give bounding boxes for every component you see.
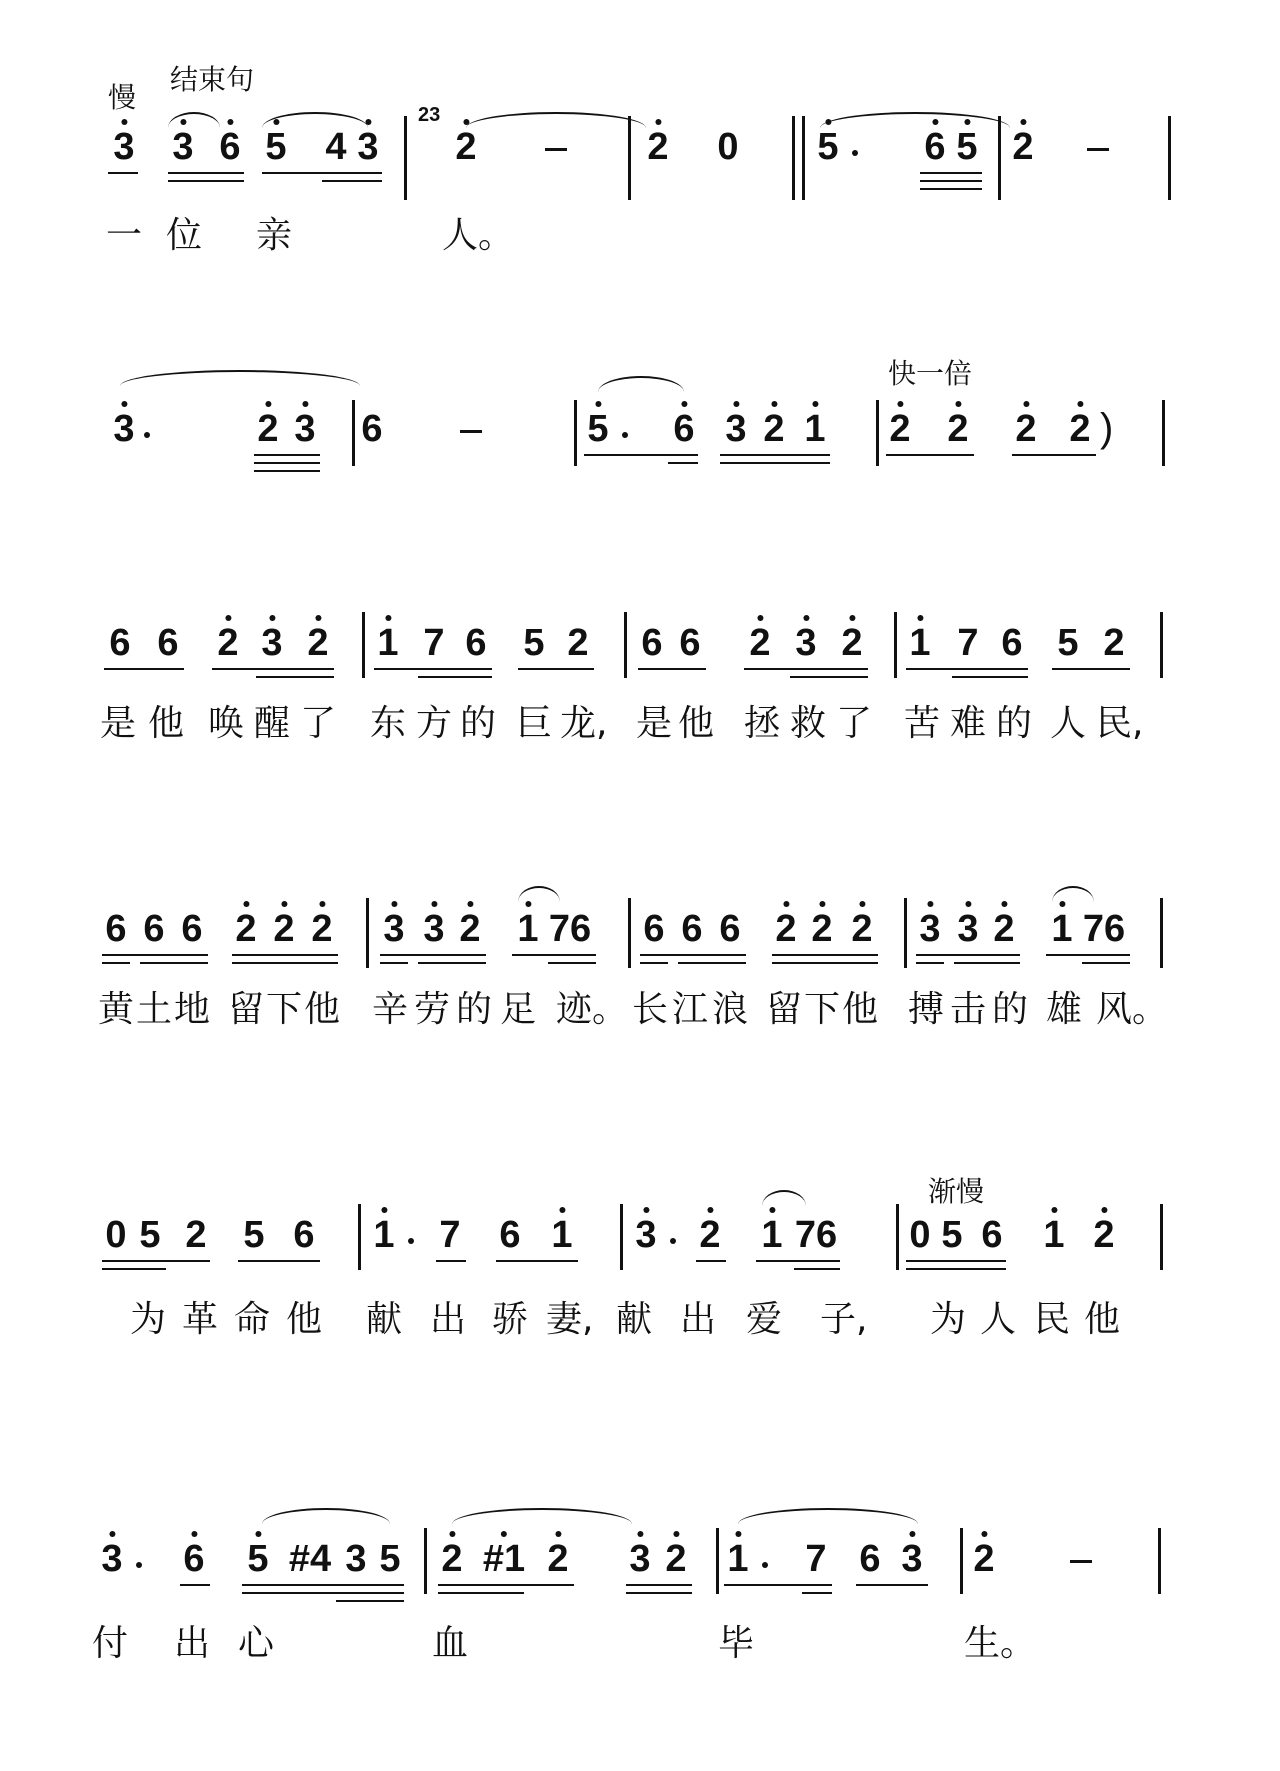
note: 0 — [909, 1214, 931, 1256]
lyric: 民 — [1034, 1299, 1071, 1340]
note: 5 — [265, 128, 286, 166]
note: 7 — [805, 1538, 827, 1580]
lyric: 是 — [636, 703, 673, 744]
note: 76 — [1082, 908, 1126, 950]
slur — [738, 1508, 918, 1524]
lyric: 子, — [820, 1299, 868, 1340]
dash — [1070, 1560, 1092, 1563]
note: 5 — [139, 1214, 161, 1256]
lyric: 的 — [456, 989, 493, 1030]
underline — [548, 962, 596, 964]
note: 2 — [217, 624, 238, 662]
note: 6 — [465, 622, 487, 664]
lyric: 骄 — [492, 1299, 529, 1340]
lyric: 留 — [228, 989, 265, 1030]
barline — [628, 116, 631, 200]
note: 2 — [1103, 622, 1125, 664]
augmentation-dot — [762, 1562, 768, 1568]
lyric: 东 — [370, 703, 407, 744]
lyric: 出 — [430, 1299, 467, 1340]
note: 6 — [924, 128, 945, 166]
note: 2 — [973, 1540, 994, 1578]
underline — [916, 962, 944, 964]
note: 2 — [763, 410, 784, 448]
note: 3 — [113, 128, 134, 166]
underline — [438, 1584, 574, 1586]
barline — [358, 1204, 361, 1270]
augmentation-dot — [136, 1562, 142, 1568]
ending-phrase-label: 结束句 — [170, 63, 255, 96]
underline — [626, 1592, 692, 1594]
note: 3 — [901, 1540, 922, 1578]
lyric: 献 — [366, 1299, 403, 1340]
lyric: 难 — [950, 703, 987, 744]
note: 2 — [1012, 128, 1033, 166]
note: 2 — [455, 128, 476, 166]
note: 1 — [804, 410, 825, 448]
note: 7 — [439, 1214, 461, 1256]
slur — [518, 886, 560, 902]
barline — [362, 612, 365, 678]
note: 7 — [423, 622, 445, 664]
lyric: 他 — [1084, 1299, 1121, 1340]
underline — [104, 668, 184, 670]
note: 3 — [635, 1216, 656, 1254]
note: 6 — [181, 908, 203, 950]
note: 6 — [219, 128, 240, 166]
lyric: 人。 — [442, 215, 515, 256]
lyric: 位 — [166, 215, 203, 256]
underline — [140, 962, 208, 964]
lyric: 命 — [234, 1299, 271, 1340]
note: 6 — [105, 908, 127, 950]
underline — [1052, 668, 1130, 670]
closing-paren: ) — [1100, 406, 1114, 450]
lyric: 迹。 — [556, 989, 629, 1030]
note: 3 — [383, 910, 404, 948]
lyric: 龙, — [560, 703, 608, 744]
note: 5 — [956, 128, 977, 166]
underline — [102, 1260, 210, 1262]
note: 3 — [629, 1540, 650, 1578]
barline — [624, 612, 627, 678]
note: 2 — [947, 410, 968, 448]
underline — [380, 962, 408, 964]
underline — [322, 180, 382, 182]
note: 5 — [1057, 622, 1079, 664]
tempo-double: 快一倍 — [888, 357, 973, 390]
underline — [794, 1268, 840, 1270]
lyric: 了 — [836, 703, 873, 744]
note: 1 — [909, 624, 930, 662]
lyric: 下 — [804, 989, 841, 1030]
augmentation-dot — [852, 150, 858, 156]
note: 7 — [957, 622, 979, 664]
barline — [1162, 400, 1165, 466]
underline — [374, 668, 492, 670]
note: 2 — [441, 1540, 462, 1578]
note: 6 — [361, 408, 383, 450]
underline — [254, 454, 320, 456]
underline — [232, 962, 338, 964]
note: 6 — [681, 908, 703, 950]
barline — [424, 1528, 427, 1594]
lyric: 黄 — [98, 989, 135, 1030]
note: 2 — [993, 910, 1014, 948]
underline — [238, 1260, 320, 1262]
lyric: 醒 — [254, 703, 291, 744]
lyric: 献 — [616, 1299, 653, 1340]
underline — [920, 180, 982, 182]
augmentation-dot — [408, 1238, 414, 1244]
slur — [452, 1508, 632, 1524]
note: 1 — [1051, 910, 1072, 948]
underline — [102, 1268, 166, 1270]
augmentation-dot — [670, 1238, 676, 1244]
underline — [254, 462, 320, 464]
barline — [876, 400, 879, 466]
underline — [756, 1260, 840, 1262]
grace-note: 23 — [418, 104, 441, 126]
note: 3 — [795, 624, 816, 662]
note: #1 — [483, 1540, 525, 1578]
note: 2 — [311, 910, 332, 948]
barline — [366, 898, 369, 968]
note: 2 — [235, 910, 256, 948]
note: 3 — [261, 624, 282, 662]
underline — [640, 954, 746, 956]
note: #4 — [288, 1538, 332, 1580]
lyric: 血 — [432, 1623, 469, 1664]
note: 3 — [357, 128, 378, 166]
underline — [790, 676, 868, 678]
barline — [1168, 116, 1171, 200]
underline — [180, 1584, 210, 1586]
barline — [1158, 1528, 1161, 1594]
note: 2 — [889, 410, 910, 448]
note: 2 — [307, 624, 328, 662]
barline — [1160, 898, 1163, 968]
underline — [906, 1260, 1006, 1262]
note: 2 — [273, 910, 294, 948]
underline — [724, 1584, 832, 1586]
note: 6 — [293, 1214, 315, 1256]
underline — [744, 668, 868, 670]
note: 1 — [377, 624, 398, 662]
lyric: 爱 — [746, 1299, 783, 1340]
underline — [1082, 962, 1130, 964]
lyric: 方 — [416, 703, 453, 744]
note: 6 — [859, 1538, 881, 1580]
underline — [886, 454, 974, 456]
lyric: 江 — [672, 989, 709, 1030]
underline — [772, 962, 878, 964]
note: 6 — [981, 1214, 1003, 1256]
note: 1 — [373, 1216, 394, 1254]
underline — [168, 180, 244, 182]
lyric: 足 — [500, 989, 537, 1030]
underline — [254, 470, 320, 472]
lyric: 雄 — [1046, 989, 1083, 1030]
underline — [438, 1592, 524, 1594]
lyric: 人 — [980, 1299, 1017, 1340]
lyric: 苦 — [904, 703, 941, 744]
lyric: 风。 — [1096, 989, 1169, 1030]
underline — [772, 954, 878, 956]
barline — [998, 116, 1001, 200]
note: 2 — [841, 624, 862, 662]
lyric: 了 — [300, 703, 337, 744]
note: 3 — [294, 410, 315, 448]
underline — [212, 668, 334, 670]
underline — [1012, 454, 1096, 456]
underline — [232, 954, 338, 956]
note: 3 — [113, 410, 134, 448]
lyric: 留 — [766, 989, 803, 1030]
note: 2 — [749, 624, 770, 662]
note: 3 — [919, 910, 940, 948]
lyric: 生。 — [964, 1623, 1037, 1664]
barline — [716, 1528, 719, 1594]
barline — [628, 898, 631, 968]
underline — [920, 172, 982, 174]
note: 2 — [699, 1216, 720, 1254]
note: 6 — [1001, 622, 1023, 664]
underline — [678, 962, 746, 964]
lyric: 辛 — [372, 989, 409, 1030]
underline — [262, 172, 382, 174]
dash — [460, 430, 482, 433]
tempo-slow: 慢 — [108, 81, 137, 114]
lyric: 的 — [992, 989, 1029, 1030]
slur — [120, 370, 360, 386]
underline — [336, 1600, 404, 1602]
lyric: 下 — [266, 989, 303, 1030]
note: 2 — [547, 1540, 568, 1578]
note: 5 — [941, 1214, 963, 1256]
lyric: 出 — [174, 1623, 211, 1664]
note: 2 — [1069, 410, 1090, 448]
barline — [1160, 1204, 1163, 1270]
underline — [512, 954, 596, 956]
lyric: 他 — [678, 703, 715, 744]
lyric: 他 — [148, 703, 185, 744]
dash — [1087, 148, 1109, 151]
note: 1 — [1043, 1216, 1064, 1254]
note: 76 — [794, 1214, 838, 1256]
note: 1 — [727, 1540, 748, 1578]
underline — [242, 1592, 404, 1594]
note: 6 — [679, 622, 701, 664]
note: 2 — [1093, 1216, 1114, 1254]
note: 1 — [517, 910, 538, 948]
lyric: 为 — [930, 1299, 967, 1340]
lyric: 付 — [92, 1623, 129, 1664]
slur — [1052, 886, 1094, 902]
underline — [108, 172, 138, 174]
lyric: 人 — [1050, 703, 1087, 744]
note: 6 — [157, 622, 179, 664]
note: 5 — [247, 1540, 268, 1578]
note: 3 — [345, 1538, 367, 1580]
lyric: 击 — [950, 989, 987, 1030]
underline — [418, 962, 486, 964]
underline — [696, 1260, 726, 1262]
note: 5 — [523, 622, 545, 664]
slur — [820, 112, 1010, 128]
lyric: 是 — [100, 703, 137, 744]
underline — [638, 668, 706, 670]
lyric: 浪 — [712, 989, 749, 1030]
underline — [954, 962, 1020, 964]
note: 6 — [499, 1214, 521, 1256]
underline — [920, 188, 982, 190]
underline — [496, 1260, 578, 1262]
lyric: 妻, — [546, 1299, 594, 1340]
lyric: 劳 — [414, 989, 451, 1030]
note: 6 — [109, 622, 131, 664]
lyric: 的 — [460, 703, 497, 744]
underline — [436, 1260, 466, 1262]
lyric: 的 — [996, 703, 1033, 744]
slur — [598, 376, 684, 392]
augmentation-dot — [144, 432, 150, 438]
underline — [256, 676, 334, 678]
note: 5 — [587, 410, 608, 448]
underline — [380, 954, 486, 956]
note: 2 — [185, 1214, 207, 1256]
barline — [960, 1528, 963, 1594]
note: 2 — [665, 1540, 686, 1578]
note: 5 — [379, 1538, 401, 1580]
lyric: 搏 — [908, 989, 945, 1030]
lyric: 革 — [182, 1299, 219, 1340]
underline — [418, 676, 492, 678]
underline — [1046, 954, 1130, 956]
note: 76 — [548, 908, 592, 950]
slur — [762, 1190, 806, 1206]
lyric: 地 — [174, 989, 211, 1030]
note: 2 — [567, 622, 589, 664]
note: 3 — [172, 128, 193, 166]
lyric: 巨 — [516, 703, 553, 744]
lyric: 一 — [106, 215, 143, 256]
barline — [620, 1204, 623, 1270]
barline — [404, 116, 407, 200]
note: 0 — [105, 1214, 127, 1256]
barline — [894, 612, 897, 678]
lyric: 毕 — [718, 1623, 755, 1664]
note: 2 — [1015, 410, 1036, 448]
underline — [668, 462, 698, 464]
note: 5 — [817, 128, 838, 166]
note: 3 — [423, 910, 444, 948]
note: 3 — [101, 1540, 122, 1578]
underline — [626, 1584, 692, 1586]
lyric: 他 — [286, 1299, 323, 1340]
underline — [168, 172, 244, 174]
note: 2 — [811, 910, 832, 948]
barline — [896, 1204, 899, 1270]
lyric: 他 — [304, 989, 341, 1030]
lyric: 长 — [632, 989, 669, 1030]
lyric: 拯 — [744, 703, 781, 744]
underline — [720, 462, 830, 464]
note: 6 — [641, 622, 663, 664]
lyric: 他 — [842, 989, 879, 1030]
barline — [904, 898, 907, 968]
slur — [262, 112, 368, 128]
note: 2 — [647, 128, 668, 166]
lyric: 亲 — [256, 215, 293, 256]
note: 6 — [143, 908, 165, 950]
note: 6 — [719, 908, 741, 950]
note: 1 — [551, 1216, 572, 1254]
note: 6 — [643, 908, 665, 950]
underline — [856, 1584, 928, 1586]
underline — [518, 668, 594, 670]
barline — [574, 400, 577, 466]
lyric: 土 — [136, 989, 173, 1030]
note: 3 — [725, 410, 746, 448]
slur — [262, 1508, 390, 1524]
lyric: 出 — [680, 1299, 717, 1340]
augmentation-dot — [622, 432, 628, 438]
underline — [916, 954, 1020, 956]
underline — [102, 954, 208, 956]
underline — [640, 962, 668, 964]
underline — [952, 676, 1028, 678]
lyric: 为 — [130, 1299, 167, 1340]
note: 2 — [459, 910, 480, 948]
barline — [352, 400, 355, 466]
note: 5 — [243, 1214, 265, 1256]
underline — [584, 454, 698, 456]
underline — [720, 454, 830, 456]
underline — [906, 1268, 1006, 1270]
barline — [802, 116, 805, 200]
note: 6 — [673, 410, 694, 448]
note: 2 — [257, 410, 278, 448]
lyric: 唤 — [208, 703, 245, 744]
tempo-gradually-slow: 渐慢 — [928, 1175, 985, 1208]
dash — [545, 148, 567, 151]
note: 6 — [183, 1540, 204, 1578]
note: 0 — [717, 126, 739, 168]
underline — [242, 1584, 404, 1586]
underline — [802, 1592, 832, 1594]
note: 4 — [325, 126, 347, 168]
tie — [466, 112, 646, 128]
underline — [906, 668, 1028, 670]
barline — [792, 116, 795, 200]
lyric: 救 — [790, 703, 827, 744]
lyric: 民, — [1096, 703, 1144, 744]
underline — [102, 962, 130, 964]
note: 3 — [957, 910, 978, 948]
lyric: 心 — [238, 1623, 275, 1664]
slur — [168, 112, 220, 128]
note: 1 — [761, 1216, 782, 1254]
barline — [1160, 612, 1163, 678]
note: 2 — [775, 910, 796, 948]
note: 2 — [851, 910, 872, 948]
